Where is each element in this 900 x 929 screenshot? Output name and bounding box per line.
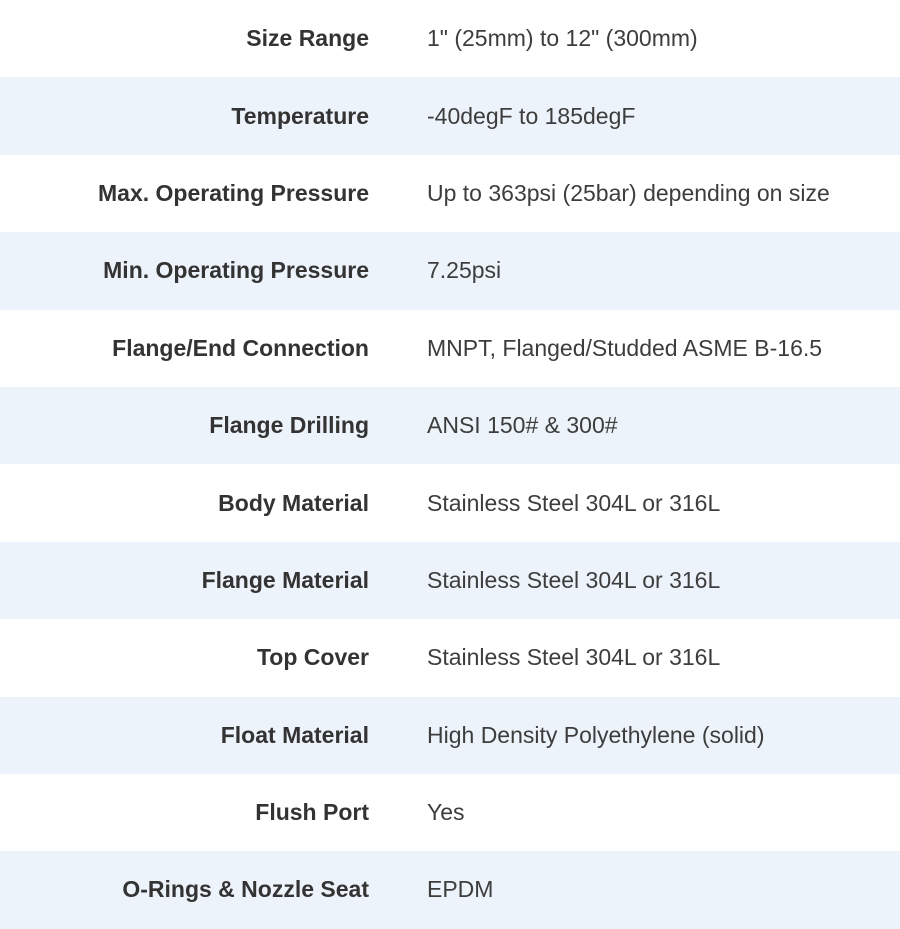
spec-label: Flange Material bbox=[201, 566, 369, 593]
spec-row-flange-end-connection bbox=[0, 310, 900, 387]
spec-label: Size Range bbox=[246, 25, 369, 52]
spec-value: Stainless Steel 304L or 316L bbox=[427, 566, 721, 593]
spec-row-min-operating-pressure bbox=[0, 232, 900, 309]
spec-label: Temperature bbox=[231, 102, 369, 129]
spec-value: Stainless Steel 304L or 316L bbox=[427, 644, 721, 671]
spec-value: 7.25psi bbox=[427, 257, 502, 284]
spec-value: EPDM bbox=[427, 876, 494, 903]
spec-row-flush-port bbox=[0, 774, 900, 851]
spec-row-flange-drilling bbox=[0, 387, 900, 464]
spec-label: O-Rings & Nozzle Seat bbox=[122, 876, 369, 903]
spec-label: Flange/End Connection bbox=[112, 334, 369, 361]
spec-value: ANSI 150# & 300# bbox=[427, 412, 618, 439]
spec-row-max-operating-pressure bbox=[0, 155, 900, 232]
spec-row-temperature bbox=[0, 77, 900, 154]
spec-row-body-material bbox=[0, 464, 900, 541]
spec-row-float-material bbox=[0, 697, 900, 774]
spec-value: MNPT, Flanged/Studded ASME B-16.5 bbox=[427, 334, 823, 361]
spec-label: Float Material bbox=[220, 721, 369, 748]
spec-value: Up to 363psi (25bar) depending on size bbox=[427, 179, 830, 206]
spec-label: Top Cover bbox=[256, 644, 369, 671]
spec-label: Body Material bbox=[218, 489, 369, 516]
spec-label: Flush Port bbox=[255, 799, 369, 826]
spec-row-o-rings-nozzle-seat bbox=[0, 851, 900, 928]
spec-label: Flange Drilling bbox=[209, 412, 369, 439]
spec-label: Max. Operating Pressure bbox=[98, 179, 369, 206]
spec-value: High Density Polyethylene (solid) bbox=[427, 721, 765, 748]
spec-value: Yes bbox=[427, 799, 465, 826]
spec-row-size-range bbox=[0, 0, 900, 77]
spec-label: Min. Operating Pressure bbox=[103, 257, 369, 284]
spec-value: 1" (25mm) to 12" (300mm) bbox=[427, 25, 698, 52]
spec-value: -40degF to 185degF bbox=[427, 102, 636, 129]
spec-value: Stainless Steel 304L or 316L bbox=[427, 489, 721, 516]
spec-row-flange-material bbox=[0, 542, 900, 619]
spec-row-top-cover bbox=[0, 619, 900, 696]
